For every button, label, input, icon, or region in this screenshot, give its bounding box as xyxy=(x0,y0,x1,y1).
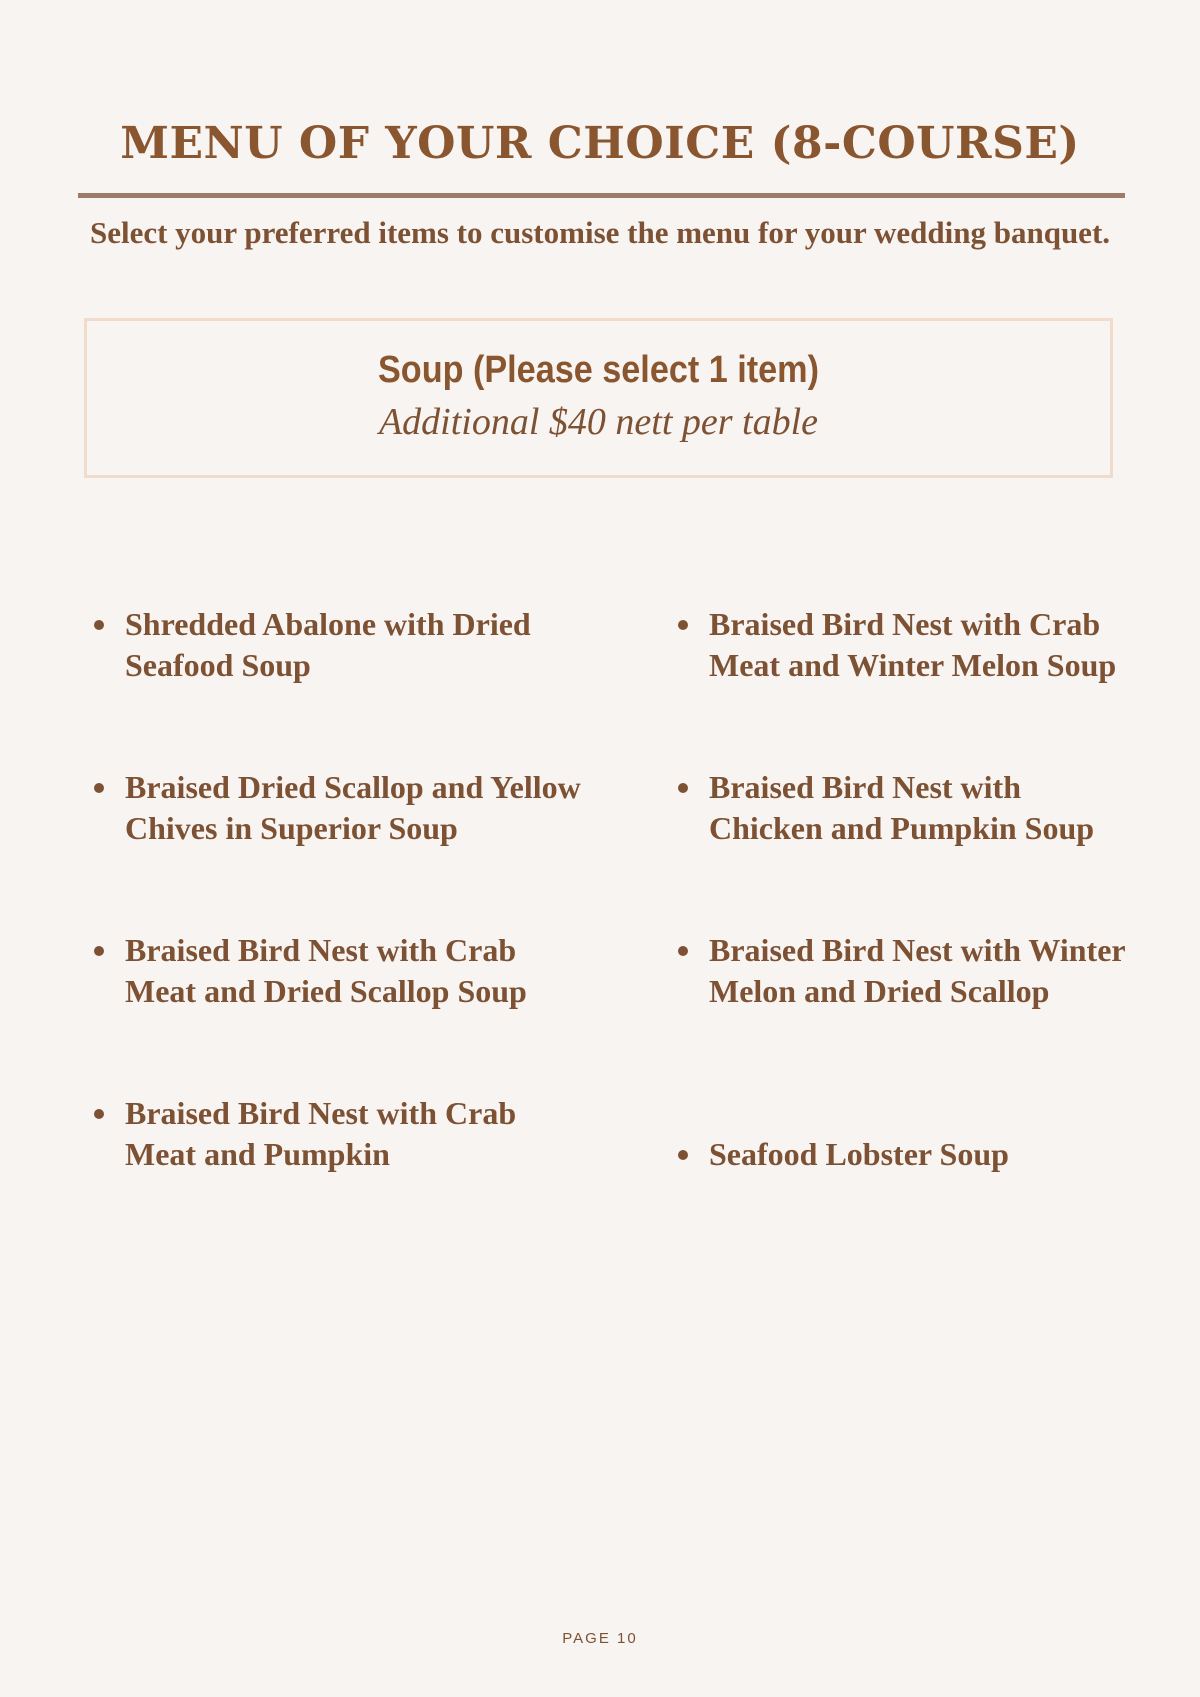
bullet-icon xyxy=(94,783,104,793)
list-item xyxy=(125,604,595,686)
section-price-note: Additional $40 nett per table xyxy=(378,401,819,443)
title-divider xyxy=(78,193,1125,198)
list-item xyxy=(125,930,595,1012)
bullet-icon xyxy=(678,620,688,630)
bullet-icon xyxy=(94,620,104,630)
bullet-icon xyxy=(678,946,688,956)
list-item-label: Braised Bird Nest with Crab Meat and Dried Scallop Soup xyxy=(125,932,527,1009)
list-item-label: Seafood Lobster Soup xyxy=(709,1136,1009,1172)
bullet-icon xyxy=(678,1150,688,1160)
list-item xyxy=(709,767,1129,849)
section-heading: Soup (Please select 1 item) xyxy=(378,349,819,391)
list-item xyxy=(709,930,1129,1012)
list-item xyxy=(709,604,1129,686)
list-item-label: Braised Dried Scallop and Yellow Chives in Superior Soup xyxy=(125,769,581,846)
list-item-label: Braised Bird Nest with Crab Meat and Winter Melon Soup xyxy=(709,606,1117,683)
list-item xyxy=(709,1134,1129,1175)
list-item-label: Braised Bird Nest with Winter Melon and Dried Scallop xyxy=(709,932,1126,1009)
bullet-icon xyxy=(94,946,104,956)
section-header-box xyxy=(84,318,1113,478)
list-item-label: Braised Bird Nest with Chicken and Pumpkin Soup xyxy=(709,769,1095,846)
list-item xyxy=(125,767,595,849)
list-item-label: Braised Bird Nest with Crab Meat and Pumpkin xyxy=(125,1095,517,1172)
page-number: PAGE 10 xyxy=(562,1630,638,1647)
page-subtitle: Select your preferred items to customise the menu for your wedding banquet. xyxy=(89,215,1111,250)
page-title: MENU OF YOUR CHOICE (8-COURSE) xyxy=(120,118,1080,169)
list-item-label: Shredded Abalone with Dried Seafood Soup xyxy=(125,606,531,683)
bullet-icon xyxy=(678,783,688,793)
list-item xyxy=(125,1093,595,1175)
bullet-icon xyxy=(94,1109,104,1119)
